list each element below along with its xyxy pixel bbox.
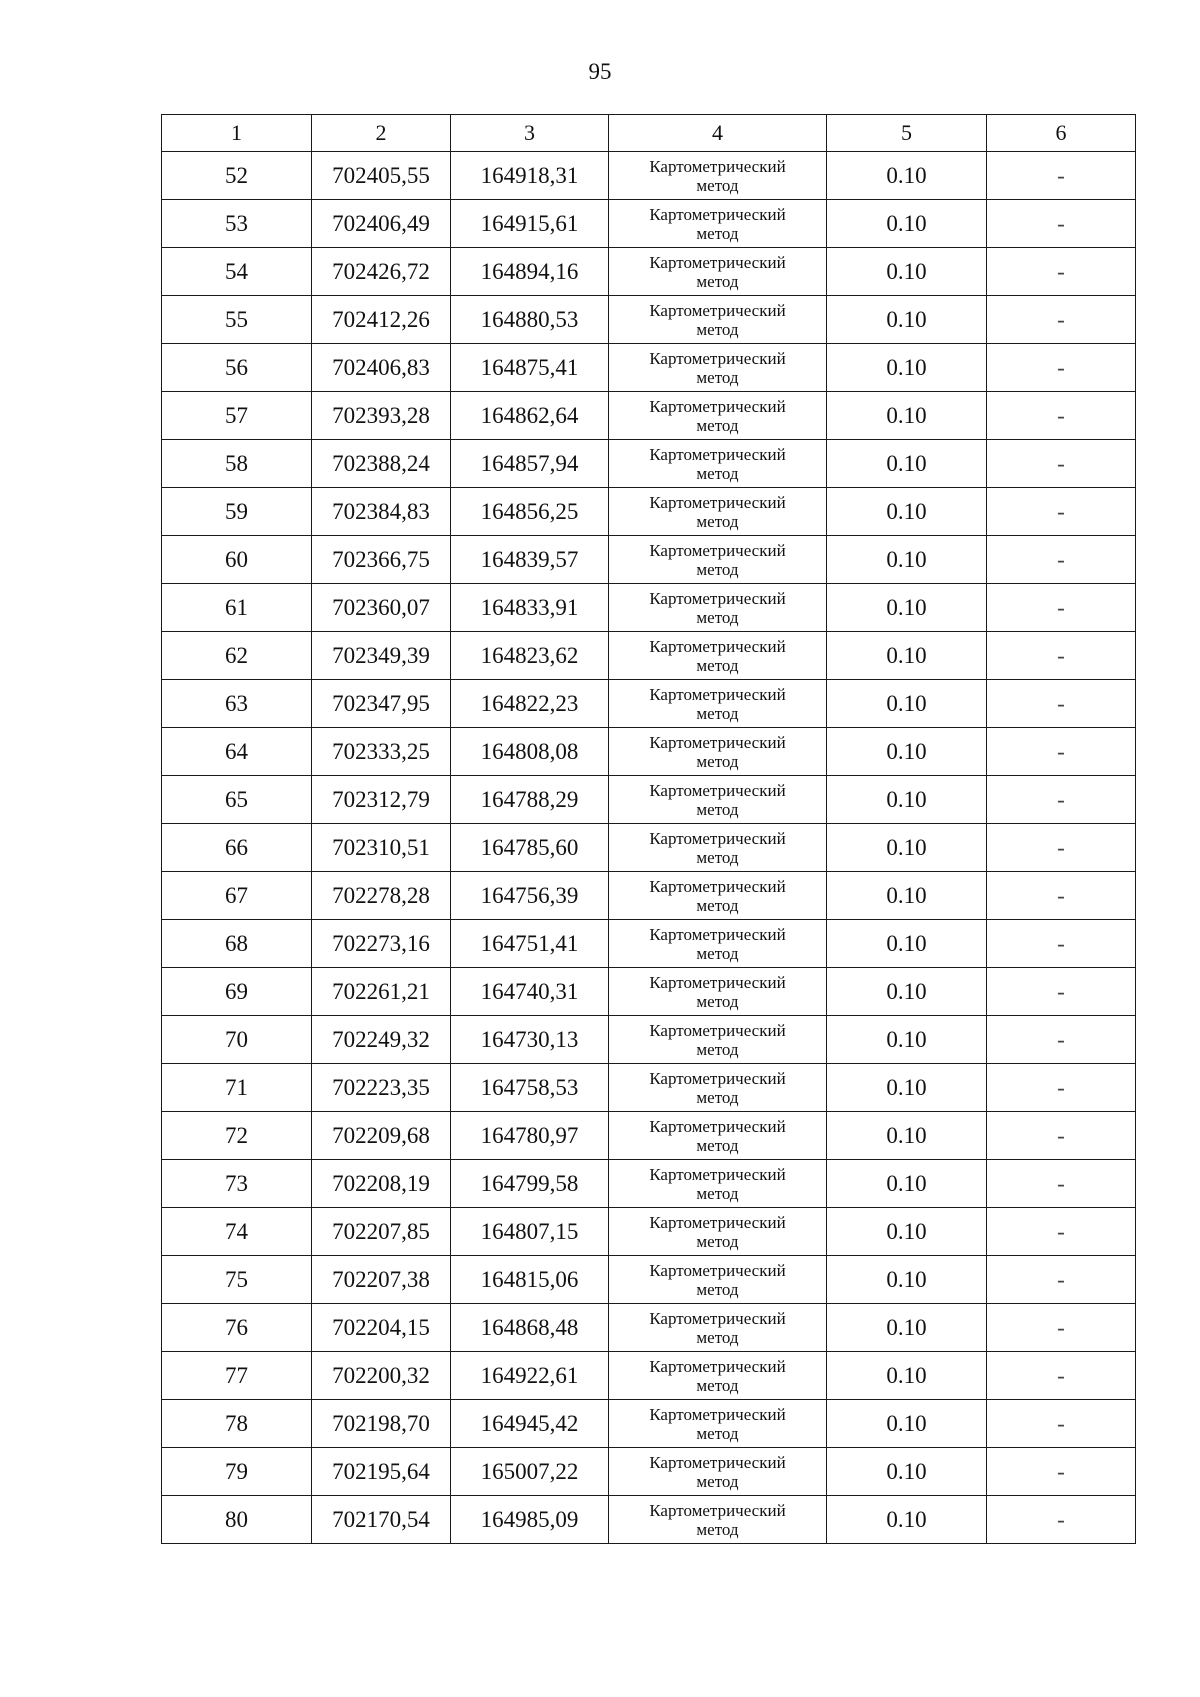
note-cell: - — [987, 824, 1136, 872]
method-text-line1: Картометрический — [649, 780, 786, 800]
table-row — [162, 584, 1136, 632]
method-cell — [609, 1160, 827, 1208]
method-text-line1: Картометрический — [649, 156, 786, 176]
method-text-line1: Картометрический — [649, 204, 786, 224]
point-number-cell: 74 — [162, 1208, 312, 1256]
y-coordinate-cell: 164868,48 — [451, 1304, 609, 1352]
method-cell — [609, 440, 827, 488]
method-text-line2: метод — [696, 895, 739, 915]
y-coordinate-cell: 164862,64 — [451, 392, 609, 440]
table-row — [162, 344, 1136, 392]
table-row — [162, 152, 1136, 200]
accuracy-cell: 0.10 — [827, 1448, 987, 1496]
y-coordinate-cell: 164756,39 — [451, 872, 609, 920]
note-cell: - — [987, 872, 1136, 920]
y-coordinate-cell: 164857,94 — [451, 440, 609, 488]
table-row — [162, 1160, 1136, 1208]
accuracy-cell: 0.10 — [827, 1496, 987, 1544]
y-coordinate-cell: 164751,41 — [451, 920, 609, 968]
method-text-line2: метод — [696, 511, 739, 531]
point-number-cell: 56 — [162, 344, 312, 392]
method-text-line2: метод — [696, 607, 739, 627]
method-text-line2: метод — [696, 463, 739, 483]
y-coordinate-cell: 164922,61 — [451, 1352, 609, 1400]
accuracy-cell: 0.10 — [827, 152, 987, 200]
x-coordinate-cell: 702393,28 — [312, 392, 451, 440]
method-text-line1: Картометрический — [649, 1212, 786, 1232]
point-number-cell: 54 — [162, 248, 312, 296]
note-cell: - — [987, 392, 1136, 440]
method-cell — [609, 1448, 827, 1496]
point-number-cell: 58 — [162, 440, 312, 488]
method-text-line1: Картометрический — [649, 972, 786, 992]
x-coordinate-cell: 702249,32 — [312, 1016, 451, 1064]
note-cell: - — [987, 968, 1136, 1016]
table-row — [162, 536, 1136, 584]
table-row — [162, 1304, 1136, 1352]
method-text-line1: Картометрический — [649, 924, 786, 944]
accuracy-cell: 0.10 — [827, 920, 987, 968]
x-coordinate-cell: 702360,07 — [312, 584, 451, 632]
method-cell — [609, 968, 827, 1016]
method-text-line1: Картометрический — [649, 300, 786, 320]
method-text-line1: Картометрический — [649, 636, 786, 656]
x-coordinate-cell: 702170,54 — [312, 1496, 451, 1544]
note-cell: - — [987, 440, 1136, 488]
method-text-line1: Картометрический — [649, 348, 786, 368]
y-coordinate-cell: 164918,31 — [451, 152, 609, 200]
method-text-line2: метод — [696, 751, 739, 771]
y-coordinate-cell: 164894,16 — [451, 248, 609, 296]
header-cell-4: 4 — [609, 115, 827, 152]
y-coordinate-cell: 164730,13 — [451, 1016, 609, 1064]
method-text-line1: Картометрический — [649, 492, 786, 512]
accuracy-cell: 0.10 — [827, 968, 987, 1016]
x-coordinate-cell: 702366,75 — [312, 536, 451, 584]
table-row — [162, 1016, 1136, 1064]
method-text-line2: метод — [696, 319, 739, 339]
method-text-line1: Картометрический — [649, 1500, 786, 1520]
table-row — [162, 296, 1136, 344]
accuracy-cell: 0.10 — [827, 872, 987, 920]
x-coordinate-cell: 702207,85 — [312, 1208, 451, 1256]
accuracy-cell: 0.10 — [827, 1112, 987, 1160]
x-coordinate-cell: 702412,26 — [312, 296, 451, 344]
x-coordinate-cell: 702200,32 — [312, 1352, 451, 1400]
point-number-cell: 71 — [162, 1064, 312, 1112]
table-row — [162, 1112, 1136, 1160]
method-text-line2: метод — [696, 1471, 739, 1491]
method-text-line2: метод — [696, 1279, 739, 1299]
y-coordinate-cell: 165007,22 — [451, 1448, 609, 1496]
table-row — [162, 248, 1136, 296]
note-cell: - — [987, 1112, 1136, 1160]
accuracy-cell: 0.10 — [827, 776, 987, 824]
note-cell: - — [987, 296, 1136, 344]
method-text-line1: Картометрический — [649, 444, 786, 464]
note-cell: - — [987, 1400, 1136, 1448]
point-number-cell: 60 — [162, 536, 312, 584]
method-text-line1: Картометрический — [649, 732, 786, 752]
method-cell — [609, 776, 827, 824]
x-coordinate-cell: 702198,70 — [312, 1400, 451, 1448]
method-cell — [609, 392, 827, 440]
x-coordinate-cell: 702384,83 — [312, 488, 451, 536]
y-coordinate-cell: 164780,97 — [451, 1112, 609, 1160]
method-text-line1: Картометрический — [649, 1164, 786, 1184]
accuracy-cell: 0.10 — [827, 536, 987, 584]
point-number-cell: 63 — [162, 680, 312, 728]
note-cell: - — [987, 1448, 1136, 1496]
point-number-cell: 53 — [162, 200, 312, 248]
header-row — [162, 115, 1136, 152]
method-cell — [609, 1208, 827, 1256]
point-number-cell: 70 — [162, 1016, 312, 1064]
header-cell-2: 2 — [312, 115, 451, 152]
method-cell — [609, 872, 827, 920]
y-coordinate-cell: 164758,53 — [451, 1064, 609, 1112]
table-row — [162, 488, 1136, 536]
y-coordinate-cell: 164807,15 — [451, 1208, 609, 1256]
y-coordinate-cell: 164808,08 — [451, 728, 609, 776]
y-coordinate-cell: 164945,42 — [451, 1400, 609, 1448]
accuracy-cell: 0.10 — [827, 584, 987, 632]
note-cell: - — [987, 1496, 1136, 1544]
method-text-line1: Картометрический — [649, 540, 786, 560]
accuracy-cell: 0.10 — [827, 296, 987, 344]
point-number-cell: 65 — [162, 776, 312, 824]
accuracy-cell: 0.10 — [827, 1016, 987, 1064]
method-text-line2: метод — [696, 1375, 739, 1395]
method-cell — [609, 632, 827, 680]
table-row — [162, 728, 1136, 776]
point-number-cell: 72 — [162, 1112, 312, 1160]
method-cell — [609, 248, 827, 296]
accuracy-cell: 0.10 — [827, 1256, 987, 1304]
point-number-cell: 61 — [162, 584, 312, 632]
header-cell-6: 6 — [987, 115, 1136, 152]
table-row — [162, 1400, 1136, 1448]
y-coordinate-cell: 164985,09 — [451, 1496, 609, 1544]
note-cell: - — [987, 152, 1136, 200]
note-cell: - — [987, 1304, 1136, 1352]
x-coordinate-cell: 702406,83 — [312, 344, 451, 392]
method-text-line2: метод — [696, 1231, 739, 1251]
table-row — [162, 680, 1136, 728]
table-row — [162, 1352, 1136, 1400]
y-coordinate-cell: 164785,60 — [451, 824, 609, 872]
note-cell: - — [987, 200, 1136, 248]
x-coordinate-cell: 702405,55 — [312, 152, 451, 200]
method-cell — [609, 1352, 827, 1400]
x-coordinate-cell: 702195,64 — [312, 1448, 451, 1496]
table-row — [162, 392, 1136, 440]
accuracy-cell: 0.10 — [827, 1400, 987, 1448]
method-text-line2: метод — [696, 1039, 739, 1059]
method-text-line1: Картометрический — [649, 252, 786, 272]
note-cell: - — [987, 632, 1136, 680]
point-number-cell: 77 — [162, 1352, 312, 1400]
method-text-line1: Картометрический — [649, 396, 786, 416]
table-row — [162, 1448, 1136, 1496]
accuracy-cell: 0.10 — [827, 824, 987, 872]
note-cell: - — [987, 1064, 1136, 1112]
x-coordinate-cell: 702223,35 — [312, 1064, 451, 1112]
table-row — [162, 1064, 1136, 1112]
y-coordinate-cell: 164833,91 — [451, 584, 609, 632]
table-row — [162, 632, 1136, 680]
accuracy-cell: 0.10 — [827, 248, 987, 296]
note-cell: - — [987, 344, 1136, 392]
accuracy-cell: 0.10 — [827, 440, 987, 488]
note-cell: - — [987, 680, 1136, 728]
method-cell — [609, 488, 827, 536]
point-number-cell: 69 — [162, 968, 312, 1016]
method-text-line1: Картометрический — [649, 1308, 786, 1328]
method-cell — [609, 824, 827, 872]
y-coordinate-cell: 164915,61 — [451, 200, 609, 248]
point-number-cell: 79 — [162, 1448, 312, 1496]
method-cell — [609, 1304, 827, 1352]
method-text-line2: метод — [696, 175, 739, 195]
table-row — [162, 872, 1136, 920]
note-cell: - — [987, 488, 1136, 536]
note-cell: - — [987, 1208, 1136, 1256]
accuracy-cell: 0.10 — [827, 1160, 987, 1208]
y-coordinate-cell: 164823,62 — [451, 632, 609, 680]
method-cell — [609, 1064, 827, 1112]
method-text-line1: Картометрический — [649, 828, 786, 848]
x-coordinate-cell: 702310,51 — [312, 824, 451, 872]
point-number-cell: 68 — [162, 920, 312, 968]
header-cell-3: 3 — [451, 115, 609, 152]
x-coordinate-cell: 702312,79 — [312, 776, 451, 824]
point-number-cell: 62 — [162, 632, 312, 680]
table-row — [162, 1496, 1136, 1544]
note-cell: - — [987, 584, 1136, 632]
method-text-line2: метод — [696, 1327, 739, 1347]
x-coordinate-cell: 702207,38 — [312, 1256, 451, 1304]
accuracy-cell: 0.10 — [827, 392, 987, 440]
accuracy-cell: 0.10 — [827, 344, 987, 392]
point-number-cell: 75 — [162, 1256, 312, 1304]
table-row — [162, 920, 1136, 968]
y-coordinate-cell: 164788,29 — [451, 776, 609, 824]
method-text-line2: метод — [696, 1087, 739, 1107]
note-cell: - — [987, 1352, 1136, 1400]
method-text-line2: метод — [696, 1135, 739, 1155]
method-cell — [609, 1496, 827, 1544]
note-cell: - — [987, 920, 1136, 968]
accuracy-cell: 0.10 — [827, 200, 987, 248]
note-cell: - — [987, 248, 1136, 296]
accuracy-cell: 0.10 — [827, 680, 987, 728]
accuracy-cell: 0.10 — [827, 1304, 987, 1352]
x-coordinate-cell: 702278,28 — [312, 872, 451, 920]
note-cell: - — [987, 776, 1136, 824]
method-cell — [609, 1016, 827, 1064]
method-text-line2: метод — [696, 559, 739, 579]
note-cell: - — [987, 1016, 1136, 1064]
note-cell: - — [987, 1256, 1136, 1304]
table-row — [162, 1208, 1136, 1256]
page-number: 95 — [588, 59, 612, 84]
x-coordinate-cell: 702204,15 — [312, 1304, 451, 1352]
x-coordinate-cell: 702426,72 — [312, 248, 451, 296]
x-coordinate-cell: 702208,19 — [312, 1160, 451, 1208]
point-number-cell: 80 — [162, 1496, 312, 1544]
method-cell — [609, 152, 827, 200]
point-number-cell: 57 — [162, 392, 312, 440]
point-number-cell: 76 — [162, 1304, 312, 1352]
note-cell: - — [987, 728, 1136, 776]
method-cell — [609, 536, 827, 584]
method-text-line2: метод — [696, 271, 739, 291]
y-coordinate-cell: 164880,53 — [451, 296, 609, 344]
y-coordinate-cell: 164740,31 — [451, 968, 609, 1016]
x-coordinate-cell: 702209,68 — [312, 1112, 451, 1160]
method-cell — [609, 920, 827, 968]
method-text-line1: Картометрический — [649, 1068, 786, 1088]
method-cell — [609, 1112, 827, 1160]
method-text-line2: метод — [696, 1519, 739, 1539]
method-text-line1: Картометрический — [649, 876, 786, 896]
table-row — [162, 824, 1136, 872]
header-cell-5: 5 — [827, 115, 987, 152]
method-text-line2: метод — [696, 1183, 739, 1203]
coordinates-table — [161, 114, 1136, 1544]
point-number-cell: 78 — [162, 1400, 312, 1448]
method-text-line1: Картометрический — [649, 684, 786, 704]
table-body — [162, 152, 1136, 1544]
note-cell: - — [987, 536, 1136, 584]
y-coordinate-cell: 164875,41 — [451, 344, 609, 392]
point-number-cell: 52 — [162, 152, 312, 200]
point-number-cell: 67 — [162, 872, 312, 920]
table-row — [162, 776, 1136, 824]
x-coordinate-cell: 702333,25 — [312, 728, 451, 776]
table-row — [162, 1256, 1136, 1304]
point-number-cell: 64 — [162, 728, 312, 776]
y-coordinate-cell: 164822,23 — [451, 680, 609, 728]
accuracy-cell: 0.10 — [827, 488, 987, 536]
method-text-line2: метод — [696, 415, 739, 435]
point-number-cell: 55 — [162, 296, 312, 344]
method-text-line2: метод — [696, 1423, 739, 1443]
method-cell — [609, 296, 827, 344]
y-coordinate-cell: 164839,57 — [451, 536, 609, 584]
x-coordinate-cell: 702261,21 — [312, 968, 451, 1016]
x-coordinate-cell: 702388,24 — [312, 440, 451, 488]
method-text-line1: Картометрический — [649, 1020, 786, 1040]
x-coordinate-cell: 702347,95 — [312, 680, 451, 728]
method-cell — [609, 344, 827, 392]
y-coordinate-cell: 164799,58 — [451, 1160, 609, 1208]
method-text-line2: метод — [696, 799, 739, 819]
method-text-line1: Картометрический — [649, 588, 786, 608]
method-text-line2: метод — [696, 223, 739, 243]
accuracy-cell: 0.10 — [827, 1208, 987, 1256]
point-number-cell: 73 — [162, 1160, 312, 1208]
method-cell — [609, 584, 827, 632]
accuracy-cell: 0.10 — [827, 1352, 987, 1400]
method-text-line1: Картометрический — [649, 1356, 786, 1376]
method-text-line2: метод — [696, 847, 739, 867]
accuracy-cell: 0.10 — [827, 1064, 987, 1112]
table-header — [162, 115, 1136, 152]
table-row — [162, 440, 1136, 488]
method-text-line2: метод — [696, 943, 739, 963]
method-cell — [609, 200, 827, 248]
method-cell — [609, 1256, 827, 1304]
method-cell — [609, 680, 827, 728]
table-row — [162, 968, 1136, 1016]
accuracy-cell: 0.10 — [827, 728, 987, 776]
x-coordinate-cell: 702273,16 — [312, 920, 451, 968]
x-coordinate-cell: 702406,49 — [312, 200, 451, 248]
y-coordinate-cell: 164815,06 — [451, 1256, 609, 1304]
y-coordinate-cell: 164856,25 — [451, 488, 609, 536]
method-text-line2: метод — [696, 991, 739, 1011]
method-text-line1: Картометрический — [649, 1404, 786, 1424]
method-text-line2: метод — [696, 655, 739, 675]
point-number-cell: 59 — [162, 488, 312, 536]
x-coordinate-cell: 702349,39 — [312, 632, 451, 680]
accuracy-cell: 0.10 — [827, 632, 987, 680]
table-row — [162, 200, 1136, 248]
method-text-line2: метод — [696, 703, 739, 723]
method-text-line2: метод — [696, 367, 739, 387]
method-text-line1: Картометрический — [649, 1116, 786, 1136]
method-cell — [609, 1400, 827, 1448]
method-text-line1: Картометрический — [649, 1260, 786, 1280]
header-cell-1: 1 — [162, 115, 312, 152]
point-number-cell: 66 — [162, 824, 312, 872]
method-text-line1: Картометрический — [649, 1452, 786, 1472]
note-cell: - — [987, 1160, 1136, 1208]
method-cell — [609, 728, 827, 776]
